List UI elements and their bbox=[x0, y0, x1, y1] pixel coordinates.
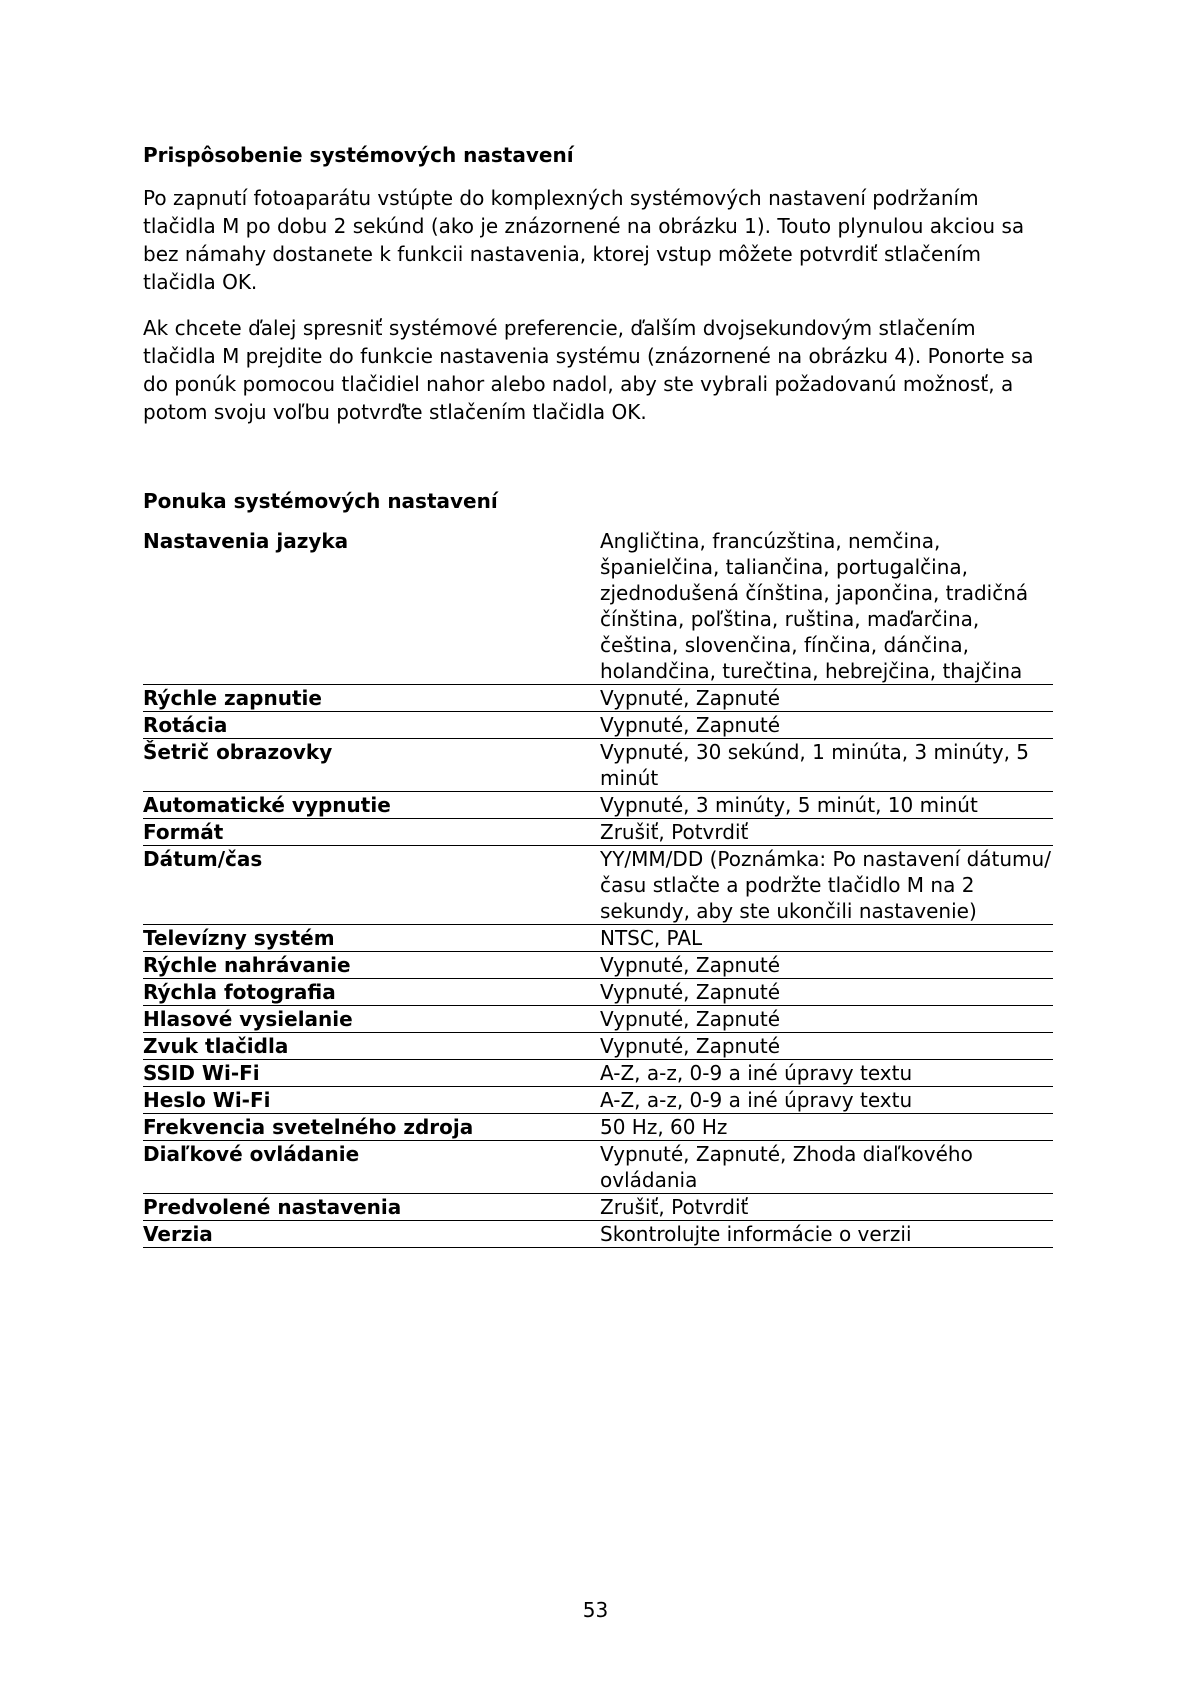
table-row bbox=[143, 1087, 1053, 1114]
setting-options: Vypnuté, Zapnuté bbox=[600, 1006, 1053, 1033]
table-row bbox=[143, 1221, 1053, 1248]
setting-options: Vypnuté, Zapnuté bbox=[600, 712, 1053, 739]
setting-name: Formát bbox=[143, 819, 600, 846]
setting-options: Vypnuté, Zapnuté, Zhoda diaľkového ovládania bbox=[600, 1141, 1053, 1194]
setting-options: 50 Hz, 60 Hz bbox=[600, 1114, 1053, 1141]
setting-options: A-Z, a-z, 0-9 a iné úpravy textu bbox=[600, 1060, 1053, 1087]
intro-paragraph-1: Po zapnutí fotoaparátu vstúpte do komplexných systémových nastavení podržaním tlačidla M po dobu 2 sekúnd (ako je znázornené na obrázku 1). Touto plynulou akciou sa bez námahy dostanete k funkcii nastavenia, ktorej vstup môžete potvrdiť stlačením tlačidla OK. bbox=[143, 186, 1025, 294]
setting-name: Rýchla fotografia bbox=[143, 979, 600, 1006]
setting-name: Rýchle nahrávanie bbox=[143, 952, 600, 979]
setting-options: A-Z, a-z, 0-9 a iné úpravy textu bbox=[600, 1087, 1053, 1114]
setting-name: Rotácia bbox=[143, 712, 600, 739]
setting-name: Verzia bbox=[143, 1221, 600, 1248]
setting-options: Vypnuté, Zapnuté bbox=[600, 1033, 1053, 1060]
setting-options: Vypnuté, 30 sekúnd, 1 minúta, 3 minúty, 5 minút bbox=[600, 739, 1053, 792]
setting-name: Televízny systém bbox=[143, 925, 600, 952]
intro-paragraph-2: Ak chcete ďalej spresniť systémové preferencie, ďalším dvojsekundovým stlačením tlačidla M prejdite do funkcie nastavenia systému (znázornené na obrázku 4). Ponorte sa do ponúk pomocou tlačidiel nahor alebo nadol, aby ste vybrali požadovanú možnosť, a potom svoju voľbu potvrďte stlačením tlačidla OK. bbox=[143, 316, 1034, 424]
setting-options: YY/MM/DD (Poznámka: Po nastavení dátumu/času stlačte a podržte tlačidlo M na 2 sekundy, aby ste ukončili nastavenie) bbox=[600, 846, 1053, 925]
setting-options: Vypnuté, Zapnuté bbox=[600, 952, 1053, 979]
setting-name: Nastavenia jazyka bbox=[143, 528, 600, 685]
setting-name: SSID Wi-Fi bbox=[143, 1060, 600, 1087]
setting-name: Frekvencia svetelného zdroja bbox=[143, 1114, 600, 1141]
page-number: 53 bbox=[582, 1598, 609, 1622]
menu-heading: Ponuka systémových nastavení bbox=[143, 489, 498, 513]
table-row bbox=[143, 792, 1053, 819]
setting-options: Skontrolujte informácie o verzii bbox=[600, 1221, 1053, 1248]
table-row bbox=[143, 1141, 1053, 1194]
table-row bbox=[143, 952, 1053, 979]
table-row bbox=[143, 1060, 1053, 1087]
table-row bbox=[143, 819, 1053, 846]
table-row bbox=[143, 712, 1053, 739]
table-row bbox=[143, 846, 1053, 925]
table-row bbox=[143, 1114, 1053, 1141]
table-row bbox=[143, 1006, 1053, 1033]
setting-name: Zvuk tlačidla bbox=[143, 1033, 600, 1060]
settings-table bbox=[143, 528, 1053, 1248]
setting-name: Automatické vypnutie bbox=[143, 792, 600, 819]
table-row bbox=[143, 739, 1053, 792]
table-row bbox=[143, 528, 1053, 685]
setting-name: Heslo Wi-Fi bbox=[143, 1087, 600, 1114]
setting-options: NTSC, PAL bbox=[600, 925, 1053, 952]
setting-options: Angličtina, francúzština, nemčina, španielčina, taliančina, portugalčina, zjednodušená čínština, japončina, tradičná čínština, poľština, ruština, maďarčina, čeština, slovenčina, fínčina, dánčina, holandčina, turečtina, hebrejčina, thajčina bbox=[600, 528, 1053, 685]
setting-options: Zrušiť, Potvrdiť bbox=[600, 1194, 1053, 1221]
setting-options: Vypnuté, 3 minúty, 5 minút, 10 minút bbox=[600, 792, 1053, 819]
setting-options: Vypnuté, Zapnuté bbox=[600, 979, 1053, 1006]
table-row bbox=[143, 685, 1053, 712]
table-row bbox=[143, 1033, 1053, 1060]
setting-options: Vypnuté, Zapnuté bbox=[600, 685, 1053, 712]
setting-name: Dátum/čas bbox=[143, 846, 600, 925]
setting-name: Predvolené nastavenia bbox=[143, 1194, 600, 1221]
setting-options: Zrušiť, Potvrdiť bbox=[600, 819, 1053, 846]
table-row bbox=[143, 979, 1053, 1006]
setting-name: Diaľkové ovládanie bbox=[143, 1141, 600, 1194]
setting-name: Hlasové vysielanie bbox=[143, 1006, 600, 1033]
document-page bbox=[143, 142, 1053, 1248]
intro-heading: Prispôsobenie systémových nastavení bbox=[143, 143, 574, 167]
table-row bbox=[143, 925, 1053, 952]
table-row bbox=[143, 1194, 1053, 1221]
setting-name: Rýchle zapnutie bbox=[143, 685, 600, 712]
setting-name: Šetrič obrazovky bbox=[143, 739, 600, 792]
